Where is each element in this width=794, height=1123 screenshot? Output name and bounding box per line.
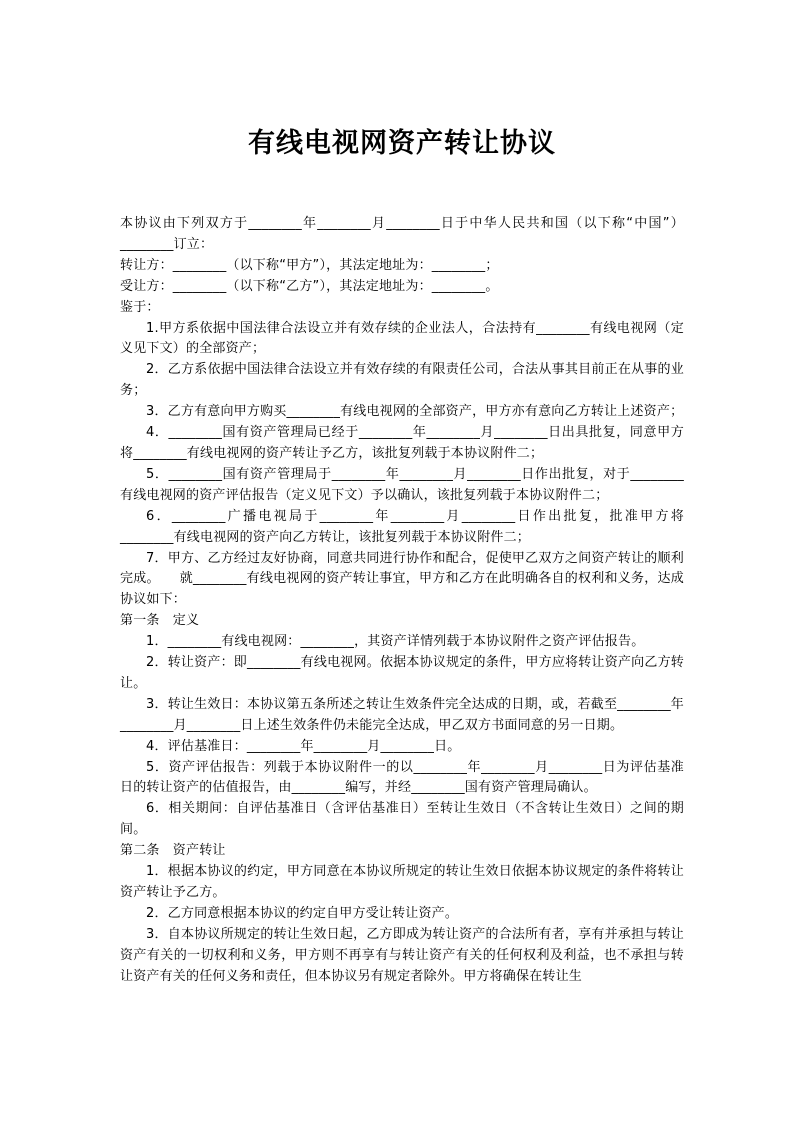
paragraph-whereas-4: 4．________国有资产管理局已经于________年________月________日出具批复，同意甲方将________有线电视网的资产转让予乙方，该批复列载于本协议附件二； <box>120 425 684 461</box>
paragraph-whereas-5: 5．________国有资产管理局于________年________月________日作出批复，对于________有线电视网的资产评估报告（定义见下文）予以确认，该批复列载于本协议附件二； <box>120 466 684 503</box>
article-2-clause-1: 1．根据本协议的约定，甲方同意在本协议所规定的转让生效日依据本协议规定的条件将转让资产转让予乙方。 <box>120 864 684 900</box>
article-2-clause-3: 3．自本协议所规定的转让生效日起，乙方即成为转让资产的合法所有者，享有并承担与转让资产有关的一切权利和义务，甲方则不再享有与转让资产有关的任何权利及利益，也不承担与转让资产有关的任何义务和责任，但本协议另有规定者除外。甲方将确保在转让生 <box>120 926 684 984</box>
paragraph-preamble: 本协议由下列双方于________年________月________日于中华人民共和国（以下称“中国”）________订立： <box>120 216 684 252</box>
article-1-clause-1: 1．________有线电视网：________，其资产详情列载于本协议附件之资产评估报告。 <box>146 634 645 650</box>
article-2-clause-2: 2．乙方同意根据本协议的约定自甲方受让转让资产。 <box>146 905 459 921</box>
paragraph-whereas-1: 1.甲方系依据中国法律合法设立并有效存续的企业法人，合法持有________有线电视网（定义见下文）的全部资产； <box>120 320 684 357</box>
paragraph-whereas-heading: 鉴于： <box>120 299 160 315</box>
paragraph-whereas-6: 6．________广播电视局于________年________月________日作出批复，批准甲方将________有线电视网的资产向乙方转让，该批复列载于本协议附件二； <box>120 508 684 545</box>
article-1-heading: 第一条 定义 <box>120 613 200 629</box>
paragraph-whereas-2: 2．乙方系依据中国法律合法设立并有效存续的有限责任公司，合法从事其目前正在从事的业务； <box>120 362 684 399</box>
paragraph-whereas-7: 7．甲方、乙方经过友好协商，同意共同进行协作和配合，促使甲乙双方之间资产转让的顺利完成。 就________有线电视网的资产转让事宜，甲方和乙方在此明确各自的权利和义务，达成协议如下： <box>120 550 684 608</box>
article-2-heading: 第二条 资产转让 <box>120 843 226 859</box>
article-1-clause-3: 3．转让生效日：本协议第五条所述之转让生效条件完全达成的日期，或，若截至________年________月________日上述生效条件仍未能完全达成，甲乙双方书面同意的另一日期。 <box>120 696 684 733</box>
paragraph-transferee: 受让方：________（以下称“乙方”），其法定地址为：________。 <box>120 278 499 294</box>
article-1-clause-4: 4．评估基准日：________年________月________日。 <box>146 738 461 754</box>
article-1-clause-6: 6．相关期间：自评估基准日（含评估基准日）至转让生效日（不含转让生效日）之间的期间。 <box>120 801 684 838</box>
article-1-clause-5: 5．资产评估报告：列载于本协议附件一的以________年________月________日为评估基准日的转让资产的估值报告，由________编写，并经________国有资产管理局确认。 <box>120 759 684 796</box>
paragraph-whereas-3: 3．乙方有意向甲方购买________有线电视网的全部资产，甲方亦有意向乙方转让上述资产； <box>146 404 684 420</box>
document-body <box>120 214 684 988</box>
document-title: 有线电视网资产转让协议 <box>248 128 556 159</box>
paragraph-transferor: 转让方：________（以下称“甲方”），其法定地址为：________； <box>120 257 499 273</box>
article-1-clause-2: 2．转让资产：即________有线电视网。依据本协议规定的条件，甲方应将转让资产向乙方转让。 <box>120 655 684 691</box>
